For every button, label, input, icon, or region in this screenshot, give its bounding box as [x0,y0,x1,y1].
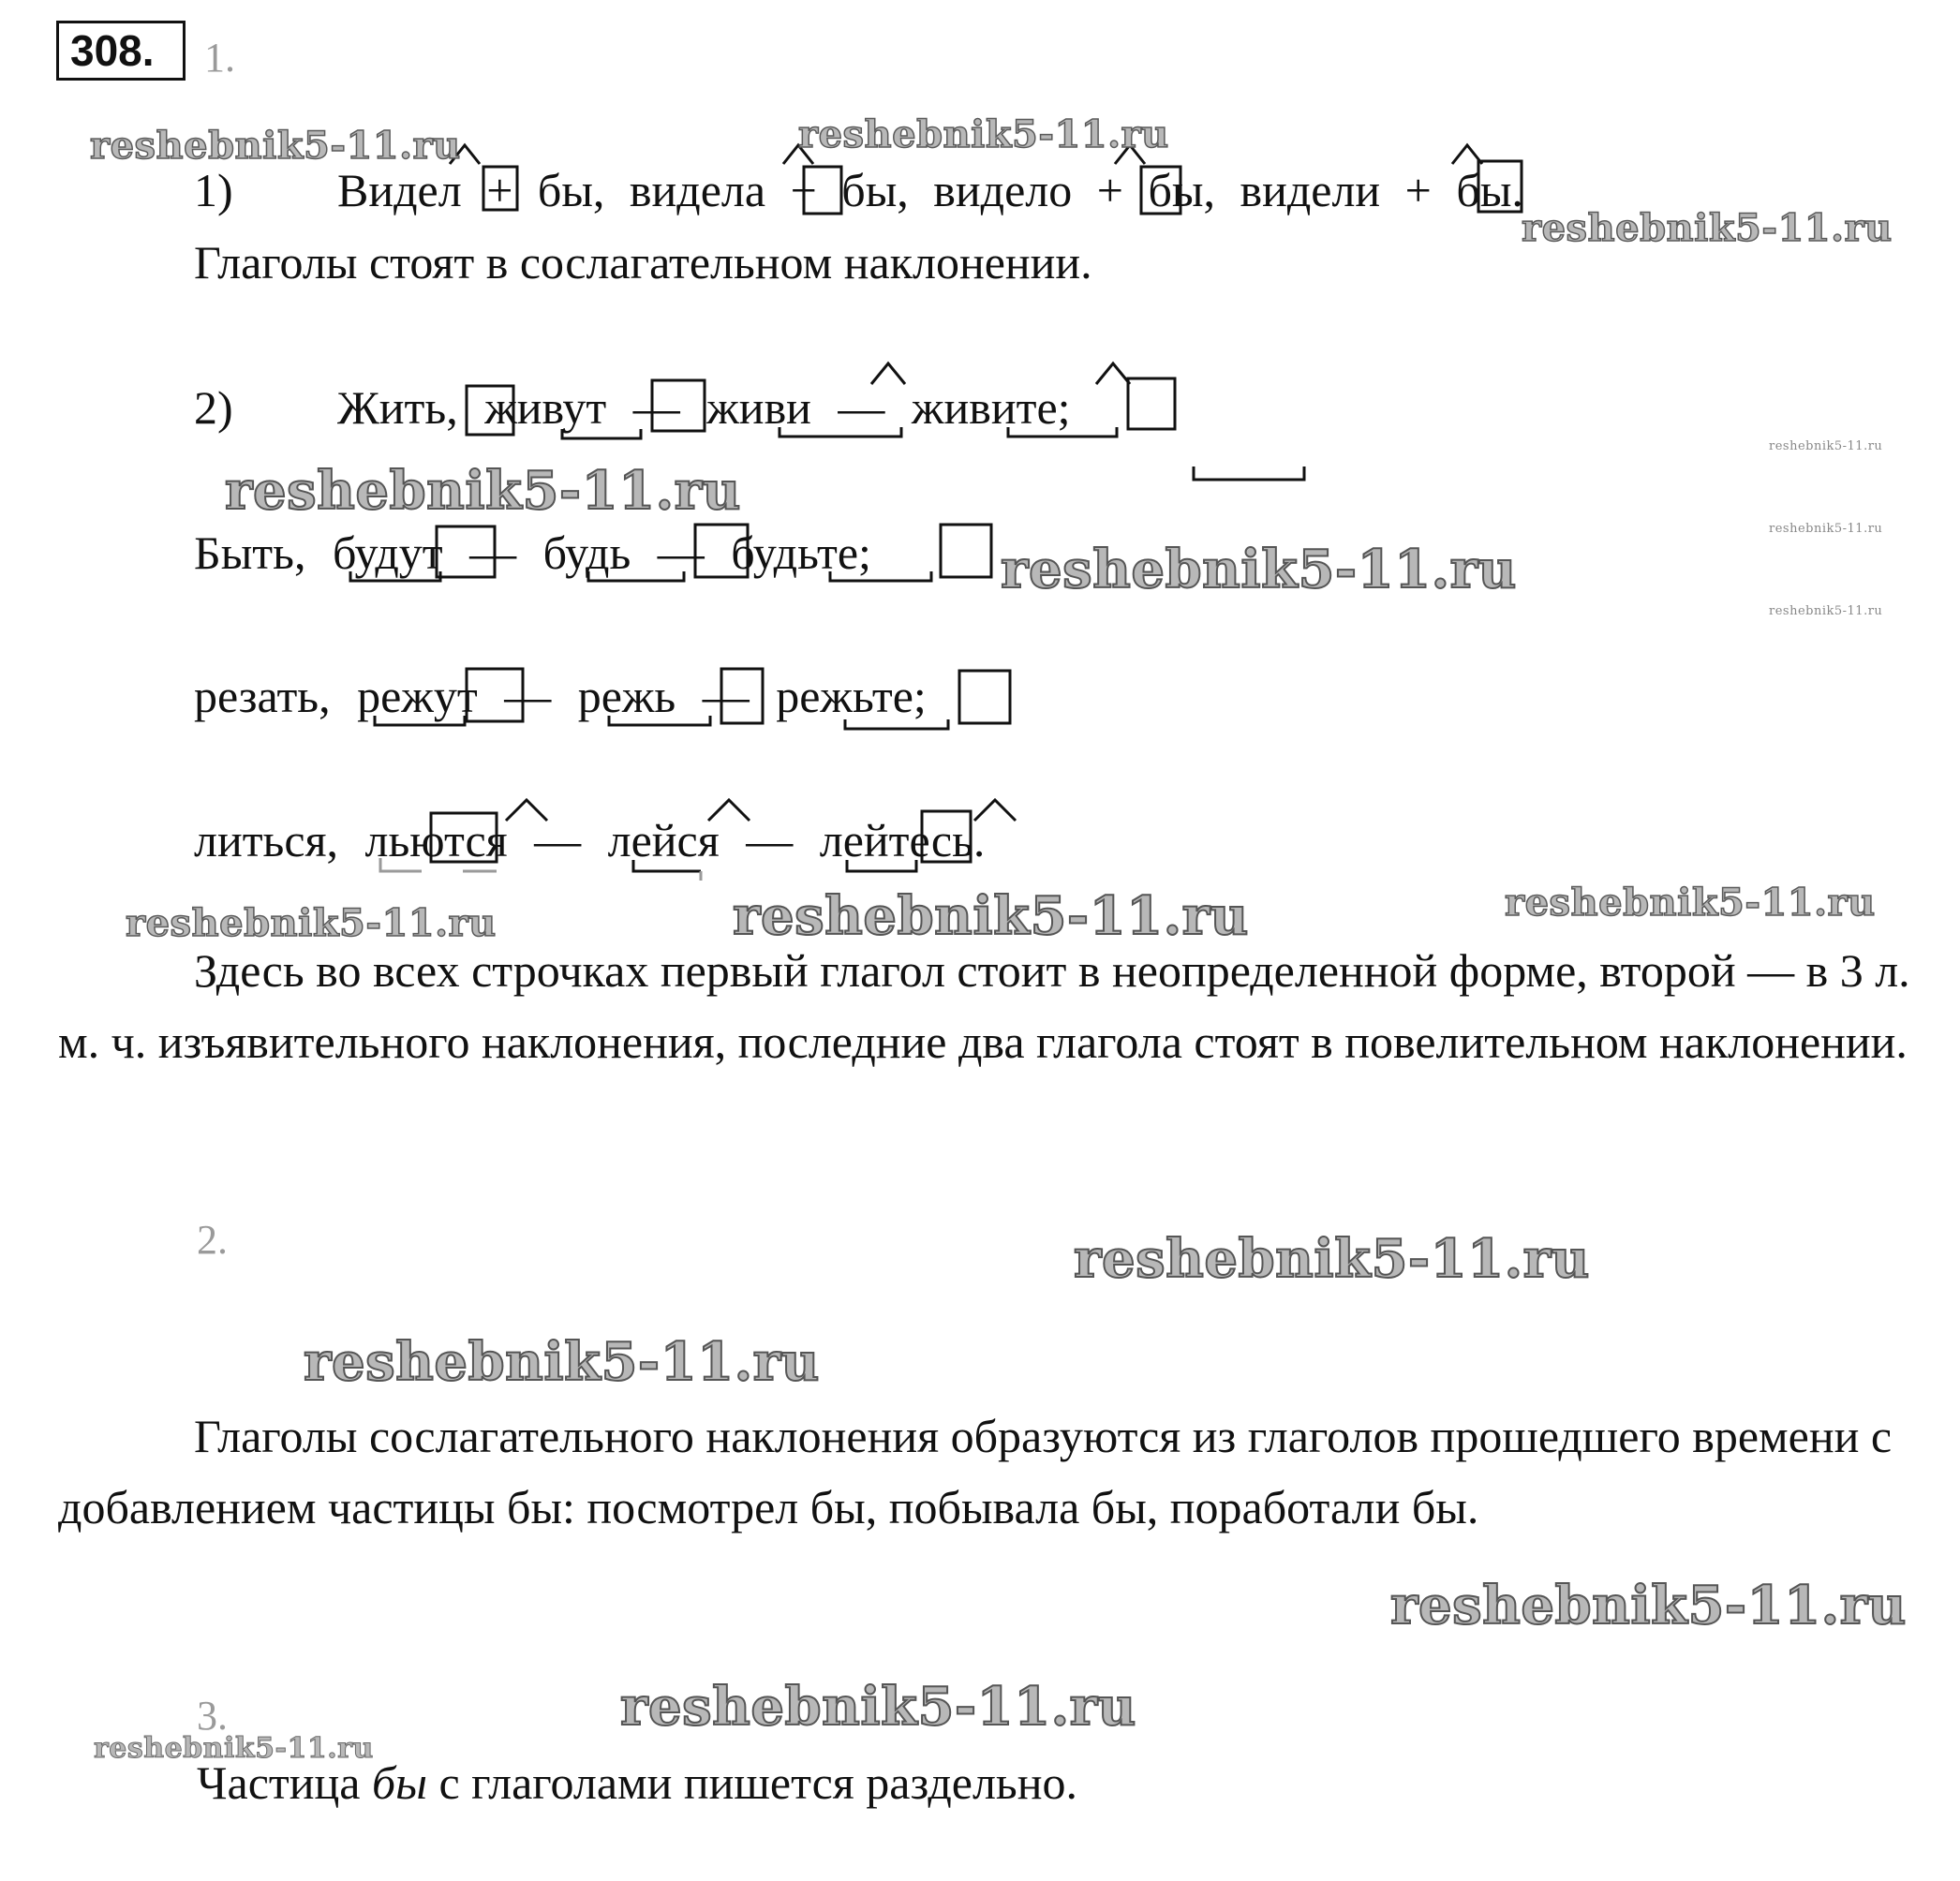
line-litsya: литься, льются — лейся — лейтесь. [194,814,986,866]
line-byt: Быть, будут — будь — будьте; [194,526,871,579]
item-1-number: 1) [194,164,233,216]
ending-box [941,525,991,577]
line-rezat: резать, режут — режь — режьте; [194,670,927,722]
particle-by: бы [371,1756,427,1809]
section-3-text [197,1756,1077,1809]
watermark: reshebnik5-11.ru [1074,1228,1590,1290]
watermark: reshebnik5-11.ru [304,1331,820,1393]
watermark: reshebnik5-11.ru [1769,522,1883,536]
section-2-text: Глаголы сослагательного наклонения образуются из глаголов прошедшего времени с добавлением частицы бы: посмотрел бы, побывала бы, поработали бы. [58,1410,1893,1533]
part-number-3: 3. [197,1693,228,1739]
watermark: reshebnik5-11.ru [225,460,741,522]
ending-box [1128,378,1175,429]
watermark: reshebnik5-11.ru [620,1676,1136,1738]
watermark: reshebnik5-11.ru [126,901,497,945]
ending-box [959,671,1010,723]
exercise-number: 308. [56,21,186,81]
section-1-explanation: Здесь во всех строчках первый глагол стоит в неопределенной форме, второй — в 3 л. м. ч. изъявительного наклонения, последние два глагола стоят в повелительном наклонении. [58,944,1910,1068]
watermark: reshebnik5-11.ru [1001,539,1517,600]
watermark: reshebnik5-11.ru [1390,1575,1907,1637]
section-3-post: с глаголами пишется раздельно. [426,1756,1077,1809]
suffix-caret [1452,145,1482,164]
watermark: reshebnik5-11.ru [1769,439,1883,453]
watermark: reshebnik5-11.ru [1522,206,1893,250]
part-number-2: 2. [197,1217,228,1263]
watermark: reshebnik5-11.ru [90,124,461,168]
item-1-caption: Глаголы стоят в сослагательном наклонении. [194,236,1092,289]
item-2-number: 2) [194,381,233,434]
watermark: reshebnik5-11.ru [798,112,1169,156]
watermark: reshebnik5-11.ru [1769,604,1883,618]
part-number-1: 1. [204,35,235,81]
watermark: reshebnik5-11.ru [733,885,1249,947]
stem-underline [1194,467,1304,480]
suffix-caret [1096,363,1130,384]
section-3-pre: Частица [197,1756,372,1809]
watermark: reshebnik5-11.ru [94,1732,374,1765]
item-1-text: Видел + бы, видела + бы, видело + бы, видели + бы. [337,164,1523,216]
watermark: reshebnik5-11.ru [1505,881,1876,925]
item-2-text: Жить, живут — живи — живите; [337,381,1071,434]
